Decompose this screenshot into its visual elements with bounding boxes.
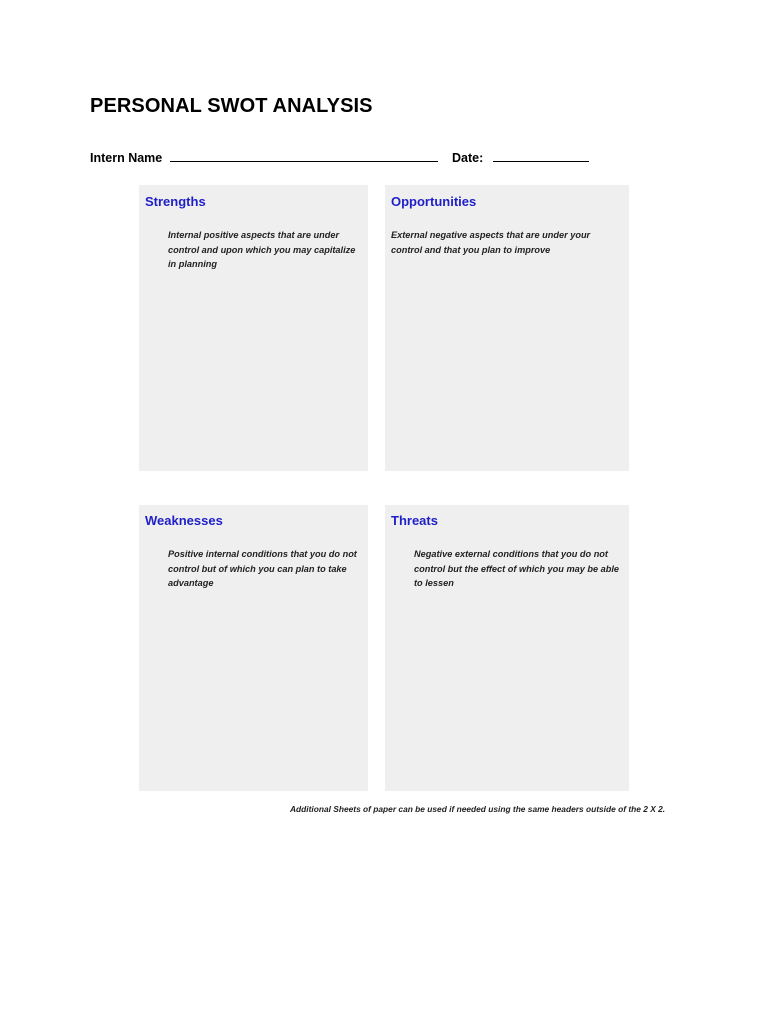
weaknesses-box: [139, 505, 368, 791]
strengths-description: Internal positive aspects that are under control and upon which you may capitalize in planning: [168, 230, 356, 269]
intern-name-row: [90, 148, 438, 165]
threats-box: [385, 505, 629, 791]
intern-name-line[interactable]: [170, 148, 438, 162]
intern-name-label: Intern Name: [90, 151, 163, 165]
strengths-title: Strengths: [145, 194, 206, 209]
date-label: Date:: [452, 151, 484, 165]
opportunities-title: Opportunities: [391, 194, 477, 209]
weaknesses-description: Positive internal conditions that you do not control but of which you can plan to take advantage: [168, 549, 357, 588]
opportunities-description: External negative aspects that are under your control and that you plan to improve: [391, 230, 591, 255]
opportunities-box: [385, 185, 629, 471]
page-title: PERSONAL SWOT ANALYSIS: [90, 95, 373, 117]
weaknesses-title: Weaknesses: [145, 513, 223, 528]
date-row: [452, 148, 589, 165]
threats-title: Threats: [391, 513, 438, 528]
threats-description: Negative external conditions that you do not control but the effect of which you may be able to lessen: [414, 549, 620, 588]
date-line[interactable]: [493, 148, 589, 162]
strengths-box: [139, 185, 368, 471]
footnote: Additional Sheets of paper can be used if needed using the same headers outside of the 2 X 2.: [290, 804, 666, 814]
